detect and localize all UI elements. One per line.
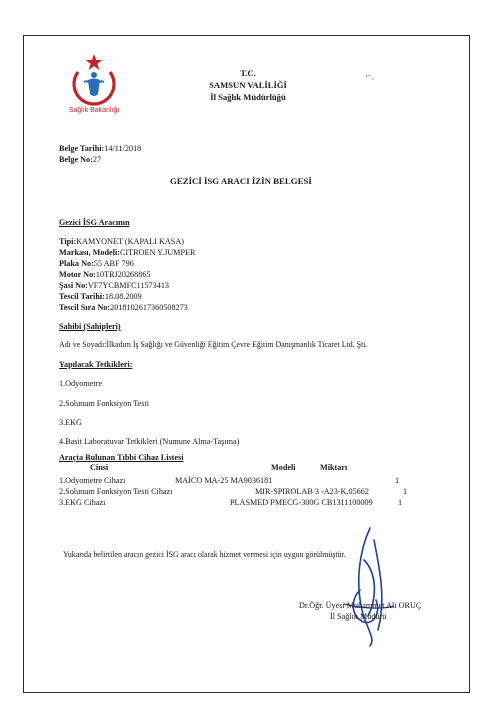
document-title: GEZİCİ İSG ARACI İZİN BELGESİ <box>170 176 312 186</box>
test-item: 3.EKG <box>59 418 82 427</box>
device-miktari: 1 <box>398 498 403 507</box>
corner-mark: ⌐ˎ <box>366 70 375 80</box>
tests-section-title: Yapılacak Tetkikleri: <box>59 360 133 369</box>
signature-icon <box>330 520 400 650</box>
header-line-valilik: SAMSUN VALİLİĞİ <box>209 80 287 90</box>
device-miktari: 1 <box>395 476 400 485</box>
owner-section-title: Sahibi (Sahipleri) <box>59 322 121 331</box>
devices-section-title: Araçta Bulunan Tıbbi Cihaz Listesi <box>59 453 184 462</box>
device-miktari: 1 <box>403 487 408 496</box>
vehicle-field: Markası, Modeli:CITROEN Y.JUMPER <box>59 248 196 257</box>
vehicle-field: Tescil Sıra No:20181026173605082​73 <box>59 303 188 312</box>
col-header-cinsi: Cinsi <box>90 463 109 472</box>
belge-no: Belge No:27 <box>59 155 102 164</box>
vehicle-section-title: Gezici İSG Aracının <box>59 218 130 227</box>
test-item: 2.Solunum Fonksiyon Testi <box>59 399 150 408</box>
vehicle-field: Tipi:KAMYONET (KAPALI KASA) <box>59 237 184 246</box>
col-header-miktari: Miktarı <box>320 463 348 472</box>
vehicle-field: Plaka No:55 ABF 796 <box>59 259 134 268</box>
test-item: 1.Odyometre <box>59 379 102 388</box>
device-cinsi: 2.Solunum Fonksiyon Testi Cihazı <box>59 487 173 496</box>
device-modeli: PLASMED PMECG-300G CB1311100009 <box>230 498 373 507</box>
header-line-tc: T.C. <box>240 68 256 78</box>
vehicle-field: Motor No:10TRJ20268865 <box>59 270 151 279</box>
device-modeli: MAİCO MA-25 MA9036181 <box>175 476 273 485</box>
owner-text: Adı ve Soyadı:İlkadım İş Sağlığı ve Güvenliği Eğitim Çevre Eğitim Danışmanlık Ticaret Ltd. Şti. <box>59 340 368 349</box>
signatory-title: İl Sağlık Müdürü <box>330 612 387 621</box>
vehicle-field: Şasi No:VF7YCBMFC11573413 <box>59 281 170 290</box>
device-modeli: MIR-SPIROLAB 3 -A23-K.05662 <box>255 487 369 496</box>
device-cinsi: 3.EKG Cihazı <box>59 498 106 507</box>
device-cinsi: 1.Odyometre Cihazı <box>59 476 126 485</box>
vehicle-field: Tescil Tarihi:18.08.2009 <box>59 292 142 301</box>
signatory-name: Dr.Öğr. Üyesi Muhammet Ali ORUÇ <box>299 601 422 610</box>
col-header-modeli: Modeli <box>271 463 296 472</box>
ministry-logo-icon <box>64 50 124 114</box>
header-line-mudurluk: İl Sağlık Müdürlüğü <box>210 92 286 102</box>
test-item: 4.Basit Laboratuvar Tetkikleri (Numune Alma-Taşıma) <box>59 437 240 446</box>
approval-statement: Yukarıda belirtilen aracın gezici İSG aracı olarak hizmet vermesi için uygun görülmüştür. <box>63 550 346 559</box>
belge-tarihi: Belge Tarihi:14/11/2018 <box>59 144 142 153</box>
logo-caption: Sağlık Bakanlığı <box>68 107 120 114</box>
